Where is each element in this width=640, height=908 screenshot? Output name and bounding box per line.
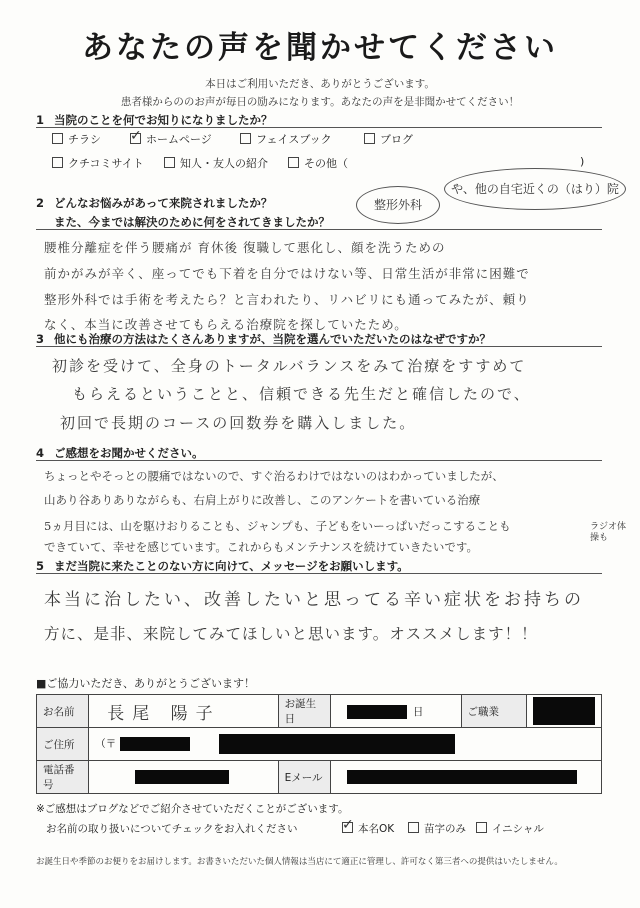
phone-label: 電話番号 <box>37 761 89 794</box>
redaction-bar <box>120 737 190 751</box>
q5-rule <box>36 573 602 574</box>
thanks-note: ■ご協力いただき、ありがとうございます！ <box>36 677 255 690</box>
option-other[interactable]: その他（ <box>288 155 348 171</box>
q3-heading: 3 他にも治療の方法はたくさんありますが、当院を選んでいただいたのはなぜですか？ <box>36 332 491 346</box>
q2-text-2: また、今までは解決のために何をされてきましたか？ <box>54 215 330 229</box>
checkbox[interactable] <box>288 157 299 168</box>
option-friend-referral[interactable]: 知人・友人の紹介 <box>164 155 268 171</box>
option-initials[interactable]: イニシャル <box>476 821 544 836</box>
q1-rule <box>36 127 602 128</box>
q3-rule <box>36 346 602 347</box>
q3-text: 他にも治療の方法はたくさんありますが、当院を選んでいただいたのはなぜですか？ <box>54 332 491 346</box>
email-label: Eメール <box>278 761 330 794</box>
checkbox[interactable] <box>52 157 63 168</box>
privacy-notice: お誕生日や季節のお便りをお届けします。お書きいただいた個人情報は当店にて適正に管理し、許可なく第三者への提供はいたしません。 <box>36 857 563 867</box>
q4-answer-line: 5ヵ月目には、山を駆けおりることも、ジャンプも、子どもをいーっぱいだっこすることも <box>44 519 511 533</box>
intro-line-1: 本日はご利用いただき、ありがとうございます。 <box>205 78 435 90</box>
intro-line-2: 患者様からののお声が毎日の励みになります。あなたの声を是非聞かせてください！ <box>120 96 520 108</box>
checkbox[interactable] <box>52 133 63 144</box>
birthday-label: お誕生日 <box>278 695 330 728</box>
redaction-bar <box>219 734 455 754</box>
other-close-paren: ) <box>580 155 585 168</box>
note-bubble-orthopedics: 整形外科 <box>356 186 440 224</box>
phone-field[interactable] <box>89 761 278 794</box>
redaction-bar <box>347 770 577 784</box>
option-blog[interactable]: ブログ <box>364 131 413 147</box>
q2-answer-line: 腰椎分離症を伴う腰痛が 育休後 復職して悪化し、顔を洗うための <box>44 240 446 255</box>
survey-title: あなたの声を聞かせてください <box>82 30 558 66</box>
q5-answer-line: 方に、是非、来院してみてほしいと思います。オススメします！！ <box>44 625 538 643</box>
postal-prefix: （〒 <box>95 738 117 750</box>
checkbox[interactable] <box>364 133 375 144</box>
q5-text: まだ当院に来たことのない方に向けて、メッセージをお願いします。 <box>54 559 409 573</box>
q3-answer-line: もらえるということと、信頼できる先生だと確信したので、 <box>72 385 531 403</box>
option-facebook[interactable]: フェイスブック <box>240 131 332 147</box>
q1-number: 1 <box>36 113 45 127</box>
q2-answer-line: なく、本当に改善させてもらえる治療院を探していたため。 <box>44 317 408 332</box>
q3-answer-line: 初回で長期のコースの回数券を購入しました。 <box>60 414 417 432</box>
name-label: お名前 <box>37 695 89 728</box>
checkbox[interactable] <box>240 133 251 144</box>
name-value: 長尾 陽子 <box>107 703 221 724</box>
option-surname-only[interactable]: 苗字のみ <box>408 821 466 836</box>
q2-rule <box>36 229 602 230</box>
name-field[interactable] <box>89 695 278 728</box>
checkbox[interactable] <box>476 822 487 833</box>
option-homepage[interactable]: ✓ ホームページ <box>130 131 212 147</box>
q5-heading: 5 まだ当院に来たことのない方に向けて、メッセージをお願いします。 <box>36 559 409 573</box>
q4-answer-line: できていて、幸せを感じています。これからもメンテナンスを続けていきたいです。 <box>44 540 479 554</box>
contact-info-table <box>36 694 602 794</box>
email-field[interactable] <box>330 761 601 794</box>
q1-text: 当院のことを何でお知りになりましたか？ <box>54 113 273 127</box>
address-label: ご住所 <box>37 728 89 761</box>
redaction-bar <box>135 770 229 784</box>
q4-side-note: ラジオ体操も <box>590 522 627 543</box>
q1-heading <box>36 112 273 128</box>
q2-heading: 2 どんなお悩みがあって来院されましたか？ <box>36 196 273 210</box>
redaction-bar <box>347 705 407 719</box>
option-flyer[interactable]: チラシ <box>52 131 101 147</box>
checkbox[interactable] <box>408 822 419 833</box>
q2-answer-line: 前かがみが辛く、座ってでも下着を自分ではけない等、日常生活が非常に困難で <box>44 266 530 281</box>
q4-answer-line: 山あり谷ありありながらも、右肩上がりに改善し、このアンケートを書いている治療 <box>44 493 481 507</box>
note-bubble-other-clinic: や、他の自宅近くの（はり）院 <box>444 168 626 210</box>
q5-answer-line: 本当に治したい、改善したいと思ってる辛い症状をお持ちの <box>44 590 584 610</box>
redaction-bar <box>533 697 595 725</box>
blog-notice: ※ご感想はブログなどでご紹介させていただくことがございます。 <box>36 803 349 815</box>
q4-answer-line: ちょっとやそっとの腰痛ではないので、すぐ治るわけではないのはわかっていましたが、 <box>44 469 504 483</box>
q2-answer-line: 整形外科では手術を考えたら？と言われたり、リハビリにも通ってみたが、頼り <box>44 292 530 307</box>
occupation-label: ご職業 <box>461 695 527 728</box>
q4-heading: 4 ご感想をお聞かせください。 <box>36 446 204 460</box>
q3-answer-line: 初診を受けて、全身のトータルバランスをみて治療をすすめて <box>52 357 527 375</box>
occupation-field[interactable] <box>527 695 602 728</box>
q4-rule <box>36 460 602 461</box>
option-review-site[interactable]: クチコミサイト <box>52 155 144 171</box>
checkbox-checked[interactable] <box>342 822 353 833</box>
birthday-field[interactable]: 日 <box>330 695 461 728</box>
q2-text-1: どんなお悩みがあって来院されましたか？ <box>54 196 273 210</box>
address-field[interactable] <box>89 728 602 761</box>
checkbox-checked[interactable] <box>130 133 141 144</box>
option-real-name-ok[interactable]: ✓ 本名OK <box>342 821 394 836</box>
q4-text: ご感想をお聞かせください。 <box>54 446 204 460</box>
name-handling-prompt: お名前の取り扱いについてチェックをお入れください <box>46 823 298 835</box>
checkbox[interactable] <box>164 157 175 168</box>
